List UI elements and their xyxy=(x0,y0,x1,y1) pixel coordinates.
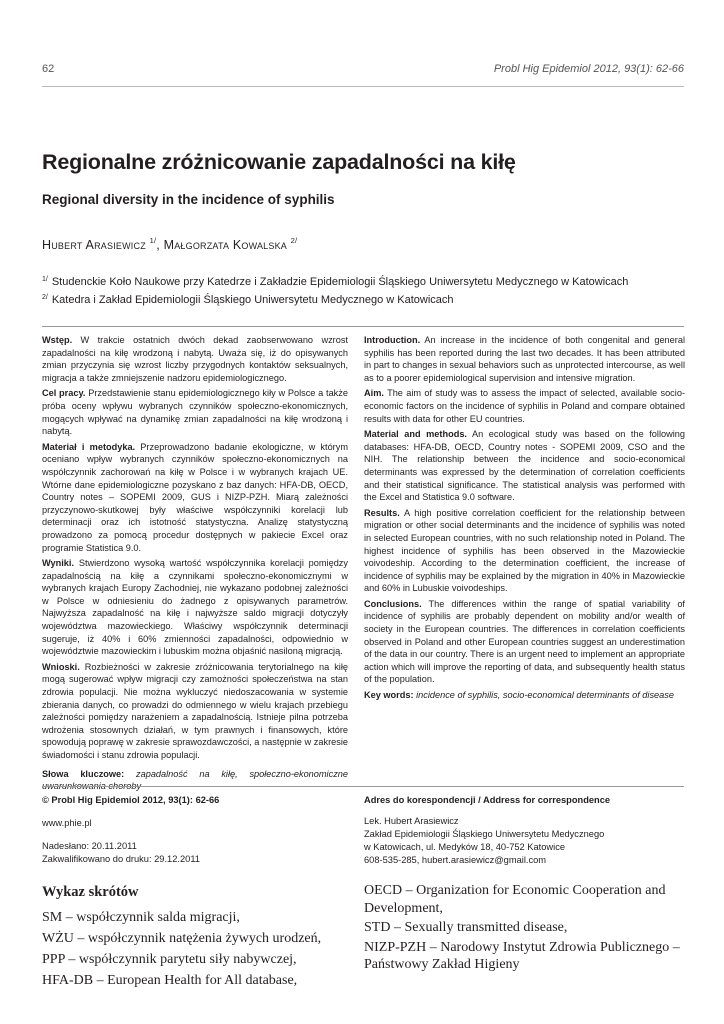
article-title-english: Regional diversity in the incidence of syphilis xyxy=(42,192,335,207)
correspondence-title: Adres do korespondencji / Address for correspondence xyxy=(364,795,611,805)
address-line: Lek. Hubert Arasiewicz xyxy=(364,816,459,826)
paragraph-text: W trakcie ostatnich dwóch dekad zaobserwowano wzrost zapadalności na kiłę wrodzoną i nabytą. Uważa się, iż do opisywanych zmian przyczynia się wzrost liczby przygodnych kontaktów seksualnych, migracja a także zmniejszenie nadzoru epidemiologicznego. xyxy=(42,335,348,383)
author-separator: , xyxy=(156,238,164,252)
abstract-paragraph xyxy=(364,387,685,425)
paragraph-text: The aim of study was to assess the impact of selected, available socio-economic factors on the incidence of syphilis in Poland and compare obtained results with data for other EU countries. xyxy=(364,388,685,424)
abbreviation-item: HFA-DB – European Health for All database, xyxy=(42,973,298,988)
abbreviation-item: STD – Sexually transmitted disease, xyxy=(364,920,568,935)
header-divider xyxy=(42,86,684,87)
affiliation-item xyxy=(42,272,628,290)
author-affiliation-mark: 1/ xyxy=(149,236,157,245)
keywords-text: zapadalność na kiłę, społeczno-ekonomiczne uwarunkowania choroby xyxy=(42,768,349,792)
paragraph-label: Results. xyxy=(364,507,400,518)
abstract-top-divider xyxy=(42,326,684,327)
keywords-label: Key words: xyxy=(364,690,414,701)
paragraph-label: Cel pracy. xyxy=(42,388,86,399)
abstract-paragraph xyxy=(42,441,348,554)
correspondence-address xyxy=(364,794,684,867)
publication-info xyxy=(42,794,342,866)
journal-reference: Probl Hig Epidemiol 2012, 93(1): 62-66 xyxy=(493,63,684,75)
abbreviation-item: SM – współczynnik salda migracji, xyxy=(42,910,240,925)
author-list xyxy=(42,236,297,252)
paragraph-text: Stwierdzono wysoką wartość współczynnika korelacji pomiędzy zapadalnością na kiłę a czynnikami społeczno-ekonomicznymi w wybranych krajach Europy Zachodniej, nie wykazano podobnej zależności w Polsce w odniesieniu do żadnego z opisywanych parametrów. Najwyższa zapadalność na kiłę i najwyższe saldo migracji dotyczyły województwa mazowieckiego. Właściwy współczynnik determinacji sugeruje, iż 40% i 60% zmienności zapadalności, odpowiednio w województwie mazowieckim i lubuskim można objaśnić nasiloną migracją. xyxy=(42,558,348,657)
paragraph-label: Materiał i metodyka. xyxy=(42,441,136,452)
address-line: Zakład Epidemiologii Śląskiego Uniwersytetu Medycznego xyxy=(364,829,605,839)
abbreviations-list-left xyxy=(42,882,352,991)
abstract-paragraph xyxy=(364,334,685,384)
paragraph-text: A high positive correlation coefficient for the relationship between migration or other social determinants and the incidence of syphilis was noted in selected European countries, with no such relationship noted in Poland. The highest incidence of syphilis has been observed in the Mazowieckie voivodeship. According to the determination coefficient, the increase of incidence of syphilis may be explained by the migration in 40% in Mazowieckie and 60% in Lubuskie voivodeships. xyxy=(364,507,685,594)
abbreviations-list-right xyxy=(364,882,704,976)
abstract-paragraph xyxy=(364,598,685,686)
abstract-paragraph xyxy=(42,557,348,658)
affiliation-text: Katedra i Zakład Epidemiologii Śląskiego Uniwersytetu Medycznego w Katowicach xyxy=(51,294,454,306)
paragraph-text: The differences within the range of spatial variability of incidence of syphilis are probably dependent on mobility and/or wealth of society in the European countries. The differences in correlation coefficients observed in Poland and other European countries suggest an underestimation of the data in our country. There is an urgent need to implement an appropriate action which will improve the reporting of data, and subsequently health status of the population. xyxy=(364,598,685,685)
abstract-polish xyxy=(42,334,348,796)
article-title-polish: Regionalne zróżnicowanie zapadalności na kiłę xyxy=(42,150,516,174)
author-name: Małgorzata Kowalska xyxy=(163,238,287,252)
paragraph-label: Wstęp. xyxy=(42,335,73,345)
abbreviation-item: OECD – Organization for Economic Cooperation and Development, xyxy=(364,883,666,916)
paragraph-text: Rozbieżności w zakresie zróżnicowania terytorialnego na kiłę mogą sugerować wpływ migracji czy zamożności społeczeństwa na stan zdrowia populacji. Nie można wykluczyć niedoszacowania w systemie zbierania danych, co prowadzi do odmiennego w wielu krajach przebiegu zależności pomiędzy narażeniem a zapadalnością. Istnieje pilna potrzeba wdrożenia stosownych działań, w tym prawnych i finansowych, które spowodują poprawę w zakresie sprawozdawczości, a następnie w zakresie świadomości i stanu zdrowia populacji. xyxy=(42,661,348,760)
abstract-english xyxy=(364,334,685,705)
affiliation-list xyxy=(42,272,628,308)
affiliation-mark: 2/ xyxy=(42,294,48,301)
journal-url[interactable]: www.phie.pl xyxy=(42,818,92,828)
affiliation-text: Studenckie Koło Naukowe przy Katedrze i Zakładzie Epidemiologii Śląskiego Uniwersytetu Medycznego w Katowicach xyxy=(51,276,629,288)
paragraph-label: Conclusions. xyxy=(364,598,422,609)
author-name: Hubert Arasiewicz xyxy=(42,238,146,252)
keywords-label: Słowa kluczowe: xyxy=(42,768,125,779)
abbreviations-title: Wykaz skrótów xyxy=(42,884,139,900)
paragraph-label: Wnioski. xyxy=(42,661,80,672)
abbreviation-item: PPP – współczynnik parytetu siły nabywczej, xyxy=(42,952,297,967)
abstract-bottom-divider xyxy=(42,786,684,787)
author-affiliation-mark: 2/ xyxy=(290,236,298,245)
keywords-text: incidence of syphilis, socio-economical determinants of disease xyxy=(413,690,674,701)
paragraph-label: Wyniki. xyxy=(42,558,74,569)
abstract-paragraph xyxy=(42,661,348,762)
keywords-polish xyxy=(42,768,348,793)
abstract-paragraph xyxy=(42,334,348,384)
paragraph-text: An ecological study was based on the following databases: HFA-DB, OECD, Country notes - SOPEMI 2009, CSO and the NIH. The relationship between the incidence and socio-economical determinants was expressed by the determination of correlation coefficients and their statistical significance. The statistical analysis was performed with the Excel and Statistica 9.0 software. xyxy=(364,429,685,503)
paragraph-label: Material and methods. xyxy=(364,429,467,440)
date-accepted: Zakwalifikowano do druku: 29.12.2011 xyxy=(42,854,200,864)
page-number: 62 xyxy=(42,63,55,75)
keywords-english xyxy=(364,689,685,702)
abstract-paragraph xyxy=(364,507,685,595)
abstract-paragraph xyxy=(364,428,685,504)
paragraph-label: Aim. xyxy=(364,388,384,399)
date-submitted: Nadesłano: 20.11.2011 xyxy=(42,841,137,851)
address-line: 608-535-285, hubert.arasiewicz@gmail.com xyxy=(364,855,547,865)
paragraph-text: Przeprowadzono badanie ekologiczne, w którym oceniano wpływ wybranych czynników społeczno-ekonomicznych na współczynnik zachorowań na kiłę w Polsce i w wybranych krajach UE. Wtórne dane epidemiologiczne pozyskano z baz danych: HFA-DB, OECD, Country notes – SOPEMI 2009, GUS i NIZP-PZH. Miarą zależności przyczynowo-skutkowej były właściwe współczynniki korelacji lub determinacji oraz ich istotność statystyczna. Analizę statystyczną prowadzono za pomocą procedur dostępnych w pakiecie Excel oraz programie Statistica 9.0. xyxy=(42,441,348,553)
abbreviation-item: NIZP-PZH – Narodowy Instytut Zdrowia Publicznego – Państwowy Zakład Higieny xyxy=(364,939,680,972)
abbreviation-item: WŻU – współczynnik natężenia żywych urodzeń, xyxy=(42,931,322,946)
affiliation-item xyxy=(42,290,628,308)
paragraph-text: An increase in the incidence of both congenital and general syphilis has been reported during the last two decades. It has been attributed in part to changes in sexual behaviors such as unprotected intercourse, as well as to a poorer epidemiological supervision and intensive migration. xyxy=(364,335,685,383)
paragraph-label: Introduction. xyxy=(364,335,421,345)
address-line: w Katowicach, ul. Medyków 18, 40-752 Katowice xyxy=(364,842,566,852)
abstract-paragraph xyxy=(42,387,348,437)
copyright-line: © Probl Hig Epidemiol 2012, 93(1): 62-66 xyxy=(42,795,220,805)
affiliation-mark: 1/ xyxy=(42,276,48,283)
paragraph-text: Przedstawienie stanu epidemiologicznego kiły w Polsce a także próba oceny wpływu wybranych czynników społeczno-ekonomicznych, mogących wpływać na dynamikę zmian zapadalności na kiłę wrodzoną i nabytą. xyxy=(42,388,348,437)
